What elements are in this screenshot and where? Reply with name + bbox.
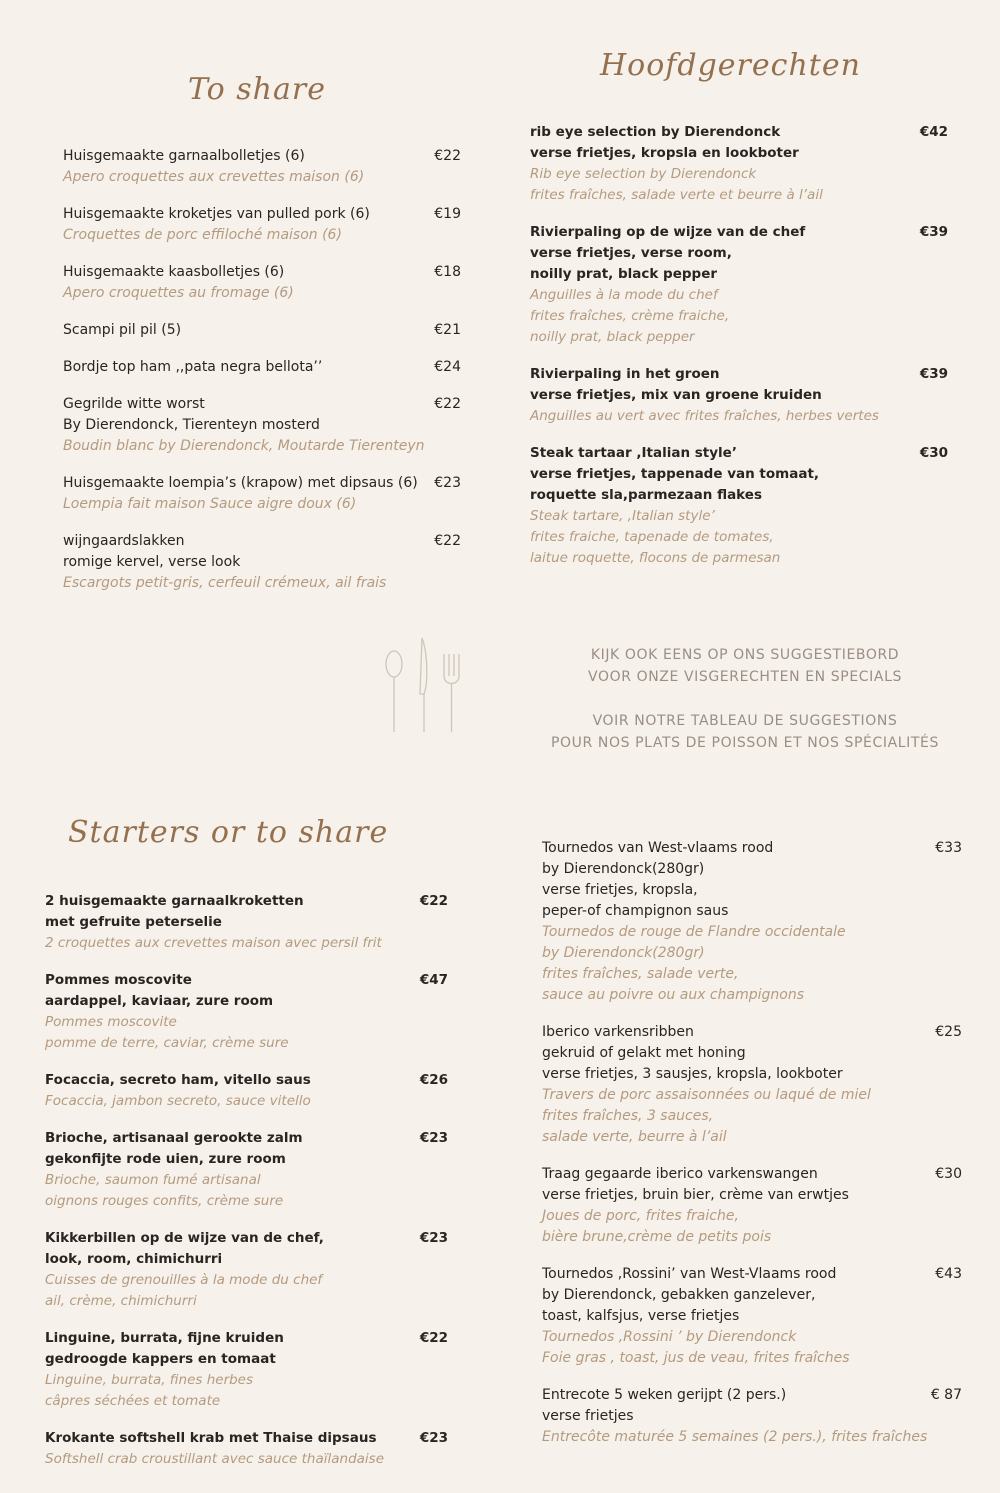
section-main-courses-continued	[542, 838, 962, 1464]
item-price: €30	[935, 1166, 962, 1182]
item-name-nl: Focaccia, secreto ham, vitello saus	[45, 1072, 311, 1088]
section-to-share	[63, 146, 461, 610]
item-name-fr: câpres séchées et tomate	[45, 1393, 221, 1409]
item-name-nl: by Dierendonck(280gr)	[542, 861, 705, 877]
item-name-fr: Travers de porc assaisonnées ou laqué de miel	[542, 1087, 871, 1103]
item-name-nl: Steak tartaar ,Italian style’	[530, 445, 737, 461]
item-price: €23	[419, 1130, 448, 1146]
item-price: €39	[919, 224, 948, 240]
item-name-nl: met gefruite peterselie	[45, 914, 222, 930]
item-name-fr: Tournedos ,Rossini ’ by Dierendonck	[542, 1329, 797, 1345]
item-name-fr: ail, crème, chimichurri	[45, 1293, 197, 1309]
item-name-nl: gekonfijte rode uien, zure room	[45, 1151, 286, 1167]
item-name-fr: Rib eye selection by Dierendonck	[530, 166, 757, 182]
notice-fr-line-1: VOIR NOTRE TABLEAU DE SUGGESTIONS	[592, 713, 898, 729]
item-price: €39	[919, 366, 948, 382]
item-price: €47	[419, 972, 448, 988]
menu-item	[63, 262, 461, 304]
item-name-nl: Kikkerbillen op de wijze van de chef,	[45, 1230, 324, 1246]
notice-nl-line-2: VOOR ONZE VISGERECHTEN EN SPECIALS	[588, 669, 902, 685]
section-hoofdgerechten	[530, 122, 948, 585]
item-price: €23	[419, 1230, 448, 1246]
item-name-nl: Entrecote 5 weken gerijpt (2 pers.)	[542, 1387, 787, 1403]
item-name-fr: Apero croquettes au fromage (6)	[63, 285, 294, 301]
menu-item	[63, 531, 461, 594]
heading-hoofdgerechten: Hoofdgerechten	[600, 48, 861, 83]
item-price: €22	[434, 533, 461, 549]
item-name-nl: noilly prat, black pepper	[530, 266, 718, 282]
item-name-fr: Croquettes de porc effiloché maison (6)	[63, 227, 342, 243]
item-name-fr: Pommes moscovite	[45, 1014, 177, 1030]
item-name-nl: Rivierpaling in het groen	[530, 366, 720, 382]
menu-item	[45, 1228, 448, 1312]
menu-item	[63, 394, 461, 457]
item-name-fr: Escargots petit-gris, cerfeuil crémeux, ail frais	[63, 575, 387, 591]
item-name-fr: 2 croquettes aux crevettes maison avec persil frit	[45, 935, 382, 951]
item-name-fr: by Dierendonck(280gr)	[542, 945, 705, 961]
menu-item	[530, 222, 948, 348]
menu-item	[542, 1385, 962, 1448]
item-price: €26	[419, 1072, 448, 1088]
item-name-fr: Joues de porc, frites fraiche,	[542, 1208, 739, 1224]
item-name-nl: Huisgemaakte loempia’s (krapow) met dipsaus (6)	[63, 475, 418, 491]
item-price: €23	[434, 475, 461, 491]
item-name-fr: Anguilles au vert avec frites fraîches, herbes vertes	[530, 408, 879, 424]
item-name-fr: frites fraîches, salade verte,	[542, 966, 739, 982]
item-price: €22	[434, 396, 461, 412]
item-name-nl: verse frietjes, 3 sausjes, kropsla, lookboter	[542, 1066, 843, 1082]
item-name-nl: romige kervel, verse look	[63, 554, 241, 570]
item-name-nl: verse frietjes, mix van groene kruiden	[530, 387, 822, 403]
item-name-nl: verse frietjes, verse room,	[530, 245, 732, 261]
menu-item	[45, 1070, 448, 1112]
item-price: €22	[419, 1330, 448, 1346]
item-price: €30	[919, 445, 948, 461]
menu-item	[542, 838, 962, 1006]
item-name-nl: Tournedos ,Rossini’ van West-Vlaams rood	[542, 1266, 837, 1282]
menu-item	[63, 204, 461, 246]
item-name-nl: verse frietjes	[542, 1408, 634, 1424]
item-name-nl: Brioche, artisanaal gerookte zalm	[45, 1130, 303, 1146]
item-name-nl: gedroogde kappers en tomaat	[45, 1351, 276, 1367]
item-name-nl: Huisgemaakte kroketjes van pulled pork (6)	[63, 206, 370, 222]
item-name-fr: frites fraiche, tapenade de tomates,	[530, 529, 774, 545]
heading-to-share: To share	[188, 72, 326, 107]
item-name-fr: Steak tartare, ,Italian style’	[530, 508, 715, 524]
item-name-nl: look, room, chimichurri	[45, 1251, 223, 1267]
item-price: €42	[919, 124, 948, 140]
menu-item	[63, 320, 461, 341]
item-price: €18	[434, 264, 461, 280]
item-name-fr: Loempia fait maison Sauce aigre doux (6)	[63, 496, 357, 512]
item-name-nl: verse frietjes, bruin bier, crème van erwtjes	[542, 1187, 849, 1203]
item-name-fr: Linguine, burrata, fines herbes	[45, 1372, 254, 1388]
menu-item	[530, 443, 948, 569]
menu-item	[63, 473, 461, 515]
item-name-fr: Entrecôte maturée 5 semaines (2 pers.), frites fraîches	[542, 1429, 928, 1445]
item-price: €22	[419, 893, 448, 909]
item-name-fr: Focaccia, jambon secreto, sauce vitello	[45, 1093, 311, 1109]
menu-item	[45, 1428, 448, 1470]
item-name-fr: sauce au poivre ou aux champignons	[542, 987, 804, 1003]
item-name-nl: Scampi pil pil (5)	[63, 322, 182, 338]
item-name-nl: verse frietjes, kropsla en lookboter	[530, 145, 799, 161]
menu-item	[45, 891, 448, 954]
item-name-nl: rib eye selection by Dierendonck	[530, 124, 781, 140]
item-price: € 87	[930, 1387, 962, 1403]
item-name-nl: roquette sla,parmezaan flakes	[530, 487, 762, 503]
item-price: €19	[434, 206, 461, 222]
item-name-nl: By Dierendonck, Tierenteyn mosterd	[63, 417, 320, 433]
item-name-nl: verse frietjes, kropsla,	[542, 882, 698, 898]
item-name-nl: gekruid of gelakt met honing	[542, 1045, 746, 1061]
item-name-fr: frites fraîches, 3 sauces,	[542, 1108, 714, 1124]
item-name-fr: Apero croquettes aux crevettes maison (6)	[63, 169, 365, 185]
item-name-nl: Rivierpaling op de wijze van de chef	[530, 224, 806, 240]
item-name-nl: Krokante softshell krab met Thaise dipsaus	[45, 1430, 377, 1446]
item-name-fr: Cuisses de grenouilles à la mode du chef	[45, 1272, 323, 1288]
item-name-nl: Linguine, burrata, fijne kruiden	[45, 1330, 284, 1346]
item-name-nl: Traag gegaarde iberico varkenswangen	[542, 1166, 818, 1182]
item-name-nl: Gegrilde witte worst	[63, 396, 205, 412]
item-name-nl: wijngaardslakken	[63, 533, 185, 549]
cutlery-icon	[378, 634, 464, 738]
item-name-nl: by Dierendonck, gebakken ganzelever,	[542, 1287, 816, 1303]
menu-item	[530, 122, 948, 206]
heading-starters: Starters or to share	[68, 815, 389, 850]
item-name-nl: Bordje top ham ,,pata negra bellota’’	[63, 359, 323, 375]
item-price: €43	[935, 1266, 962, 1282]
item-name-fr: Brioche, saumon fumé artisanal	[45, 1172, 261, 1188]
item-name-nl: 2 huisgemaakte garnaalkroketten	[45, 893, 304, 909]
notice-fr-line-2: POUR NOS PLATS DE POISSON ET NOS SPÉCIALITÉS	[551, 735, 939, 751]
item-name-fr: salade verte, beurre à l’ail	[542, 1129, 727, 1145]
item-name-nl: Huisgemaakte garnaalbolletjes (6)	[63, 148, 305, 164]
item-name-fr: Foie gras , toast, jus de veau, frites fraîches	[542, 1350, 850, 1366]
item-name-fr: Tournedos de rouge de Flandre occidentale	[542, 924, 846, 940]
item-name-fr: Boudin blanc by Dierendonck, Moutarde Tierenteyn	[63, 438, 425, 454]
item-price: €25	[935, 1024, 962, 1040]
item-name-fr: bière brune,crème de petits pois	[542, 1229, 772, 1245]
notice-nl-line-1: KIJK OOK EENS OP ONS SUGGESTIEBORD	[590, 647, 900, 663]
item-name-nl: peper-of champignon saus	[542, 903, 729, 919]
item-name-fr: pomme de terre, caviar, crème sure	[45, 1035, 289, 1051]
item-price: €23	[419, 1430, 448, 1446]
menu-item	[542, 1164, 962, 1248]
menu-item	[45, 1328, 448, 1412]
menu-item	[542, 1264, 962, 1369]
item-name-nl: Pommes moscovite	[45, 972, 192, 988]
item-name-fr: Anguilles à la mode du chef	[530, 287, 718, 303]
item-name-fr: frites fraîches, crème fraiche,	[530, 308, 730, 324]
item-price: €33	[935, 840, 962, 856]
item-name-nl: aardappel, kaviaar, zure room	[45, 993, 274, 1009]
section-starters	[45, 891, 448, 1486]
item-name-nl: verse frietjes, tappenade van tomaat,	[530, 466, 820, 482]
menu-item	[45, 1128, 448, 1212]
menu-item	[45, 970, 448, 1054]
item-price: €24	[434, 359, 461, 375]
menu-item	[530, 364, 948, 427]
item-price: €22	[434, 148, 461, 164]
item-name-fr: frites fraîches, salade verte et beurre à l’ail	[530, 187, 823, 203]
item-name-nl: toast, kalfsjus, verse frietjes	[542, 1308, 740, 1324]
item-name-fr: laitue roquette, flocons de parmesan	[530, 550, 781, 566]
item-name-nl: Iberico varkensribben	[542, 1024, 694, 1040]
item-name-fr: noilly prat, black pepper	[530, 329, 695, 345]
item-name-nl: Huisgemaakte kaasbolletjes (6)	[63, 264, 285, 280]
menu-item	[542, 1022, 962, 1148]
item-name-fr: Softshell crab croustillant avec sauce thaïlandaise	[45, 1451, 384, 1467]
suggestion-board-notice	[520, 644, 970, 754]
menu-item	[63, 146, 461, 188]
item-name-nl: Tournedos van West-vlaams rood	[542, 840, 774, 856]
menu-item	[63, 357, 461, 378]
item-price: €21	[434, 322, 461, 338]
item-name-fr: oignons rouges confits, crème sure	[45, 1193, 284, 1209]
